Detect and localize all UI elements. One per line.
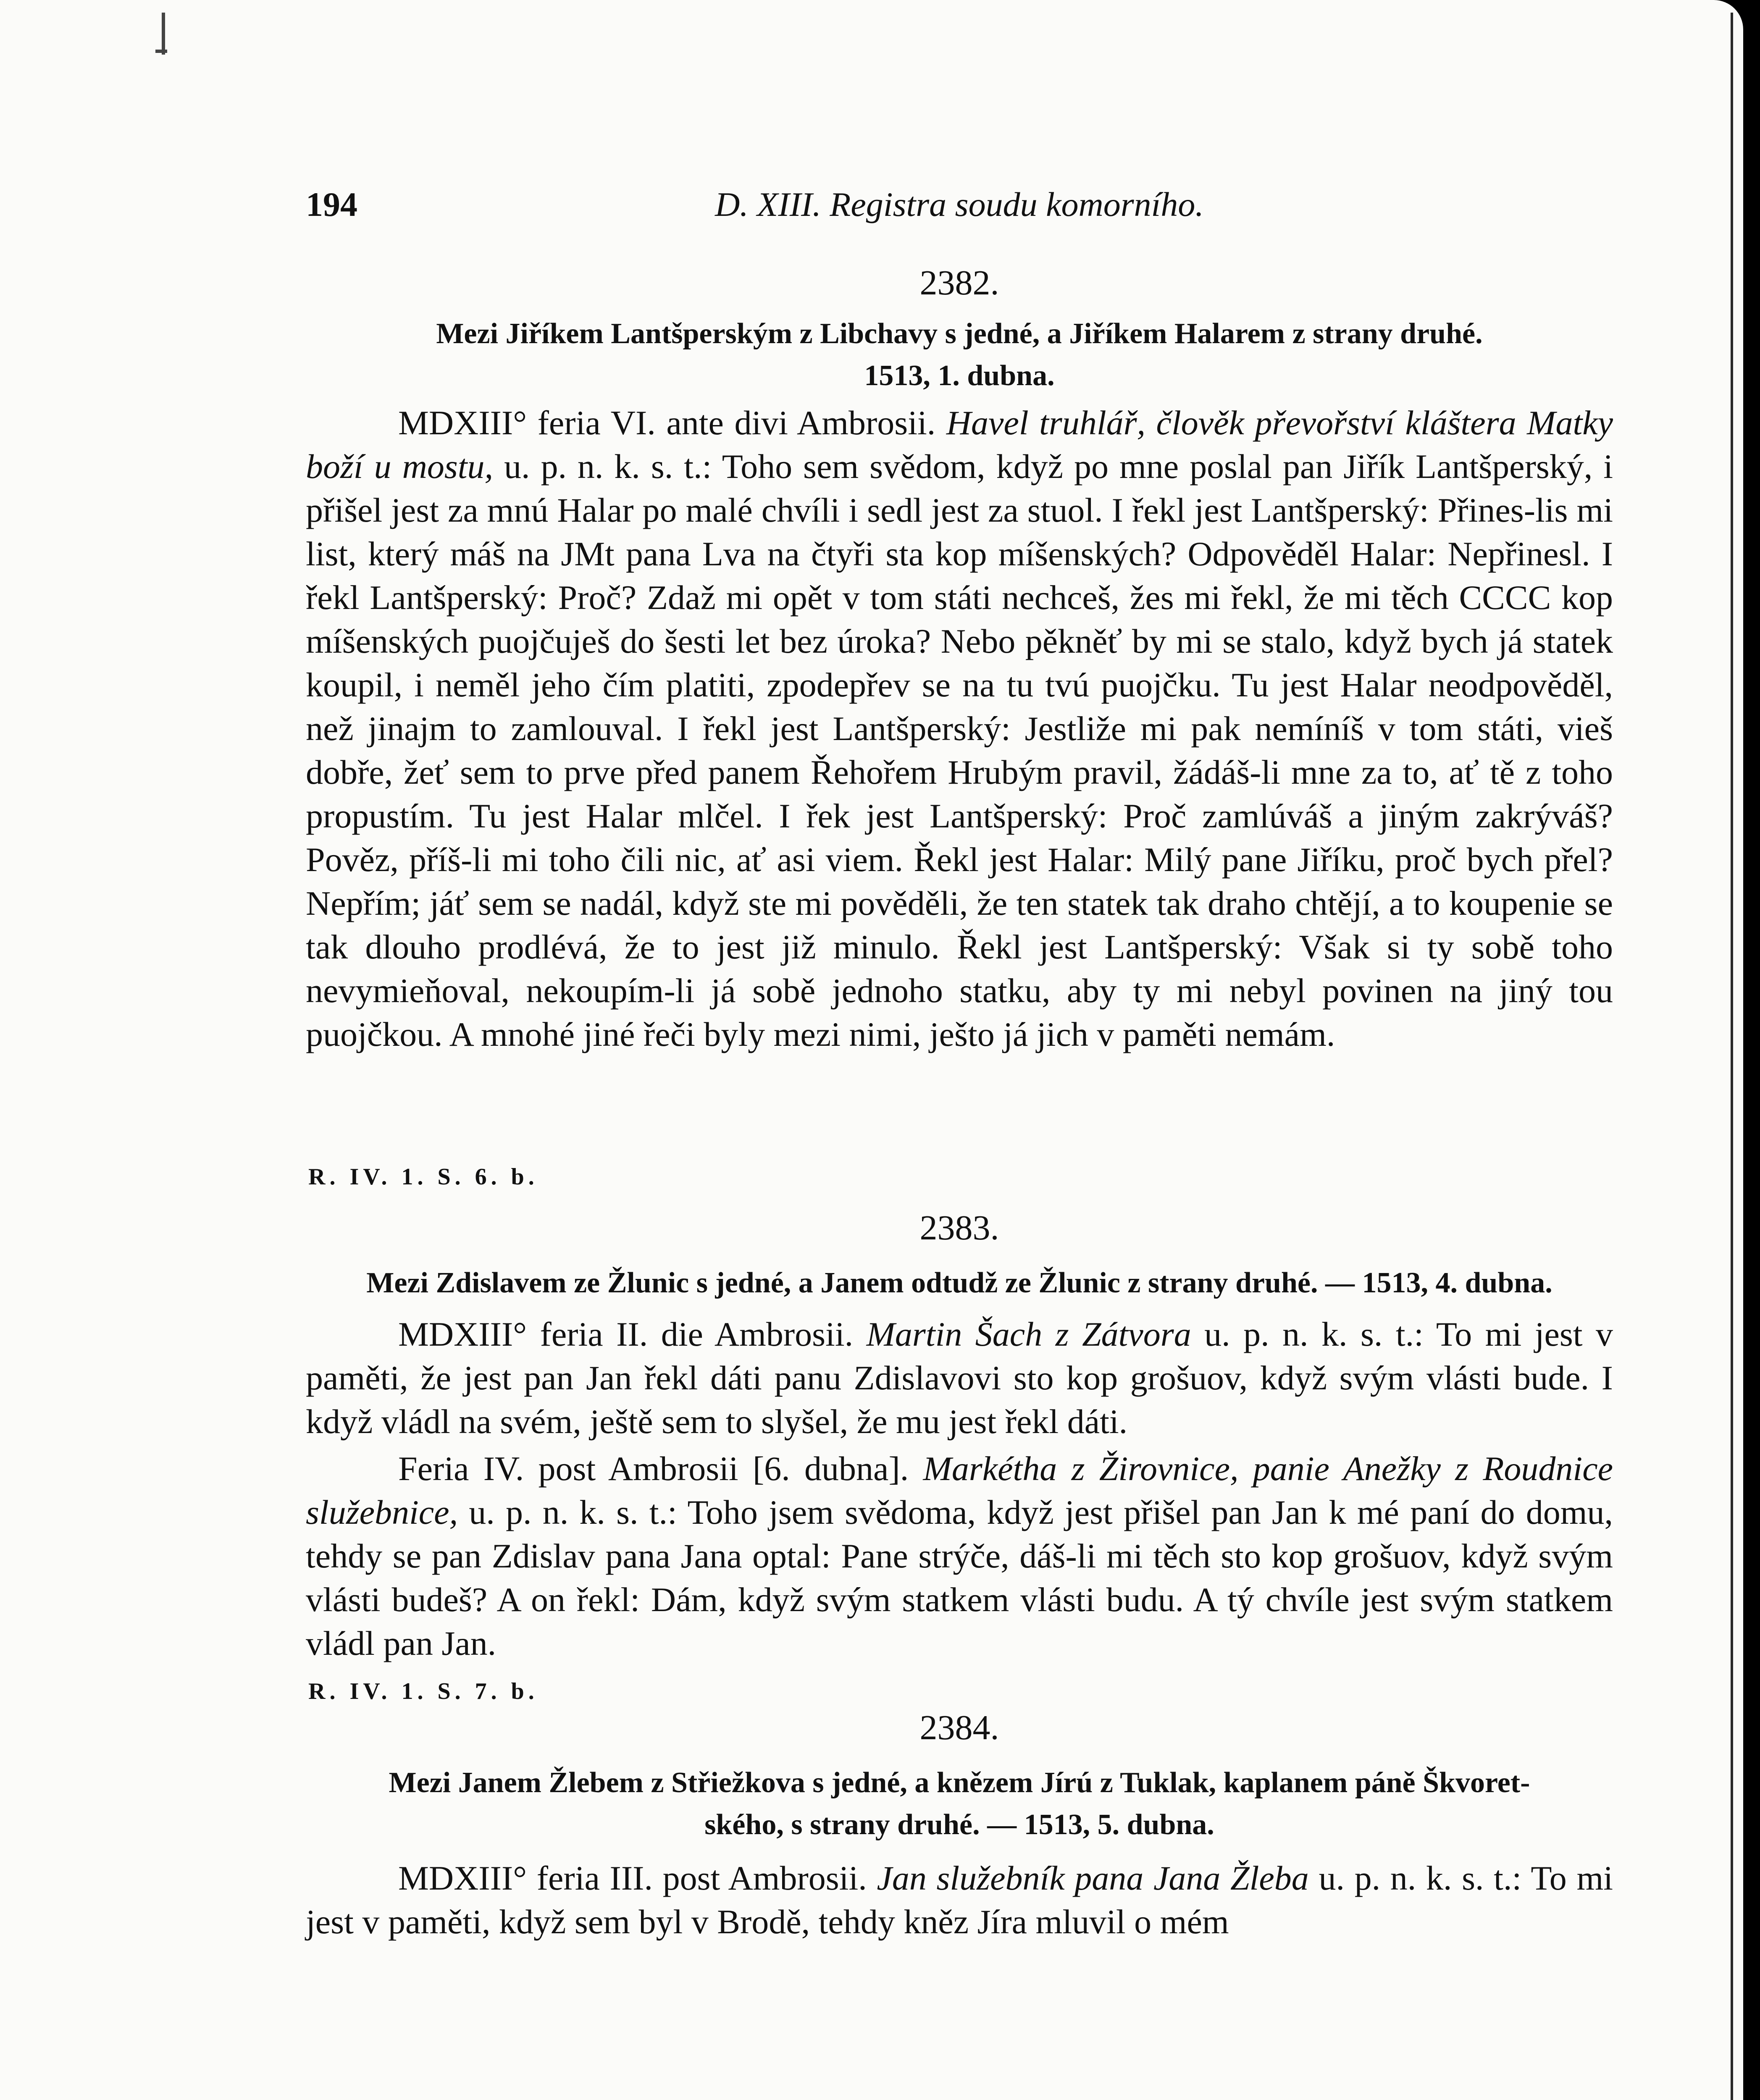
paragraph-body: u. p. n. k. s. t.: Toho sem svědom, když po mne poslal pan Jiřík Lantšperský, i přišel jest za mnú Halar po malé chvíli i sedl jest za stuol. I řekl jest Lantšperský: Přines-lis mi list, který máš na JMt pana Lva na čtyři sta kop míšenských? Odpověděl Halar: Nepřinesl. I řekl Lantšperský: Proč? Zdaž mi opět v tom státi nechceš, žes mi řekl, že mi těch CCCC kop míšenských puojčuješ do šesti let bez úroka? Nebo pěkněť by mi se stalo, když bych já statek koupil, i neměl jeho čím platiti, zpodepřev se na tu tvú puojčku. Tu jest Halar neodpověděl, než jinajm to zamlouval. I řekl jest Lantšperský: Jestliže mi pak nemíníš v tom státi, vieš dobře, žeť sem to prve před panem Řehořem Hrubým pravil, žádáš-li mne za to, ať tě z toho propustím. Tu jest Halar mlčel. I řek jest Lantšperský: Proč zamlúváš a jiným zakrýváš? Pověz, příš-li mi toho čili nic, ať asi viem. Řekl jest Halar: Milý pane Jiříku, proč bych přel? Nepřím; jáť sem se nadál, když ste mi pověděli, že ten statek tak draho chtějí, a to koupenie se tak dlouho prodlévá, že to jest již minulo. Řekl jest Lantšperský: Však si ty sobě toho nevymieňoval, nekoupím-li já sobě jednoho statku, aby ty mi nebyl povinen na jiný tou puojčkou. A mnohé jiné řeči byly mezi nimi, ješto já jich v paměti nemám. bbox=[306, 447, 1613, 1053]
summary-line: ského, s strany druhé. — 1513, 5. dubna. bbox=[704, 1809, 1214, 1841]
paragraph-body: u. p. n. k. s. t.: Toho jsem svědoma, když jest přišel pan Jan k mé paní do domu, tehdy se pan Zdislav pana Jana optal: Pane strýče, dáš-li mi těch sto kop grošuov, když svým vlásti budeš? A on řekl: Dám, když svým statkem vlásti budu. A tý chvíle jest svým statkem vládl pan Jan. bbox=[306, 1493, 1613, 1662]
paragraph-lead: MDXIII° feria III. post Ambrosii. bbox=[398, 1859, 867, 1897]
summary-date: 1513, 1. dubna. bbox=[864, 360, 1055, 392]
paragraph-lead: MDXIII° feria VI. ante divi Ambrosii. bbox=[398, 404, 936, 442]
entry-number: 2384. bbox=[919, 1708, 999, 1747]
paragraph-lead: Feria IV. post Ambrosii [6. dubna]. bbox=[398, 1449, 909, 1488]
page-edge-shadow bbox=[1731, 13, 1733, 2100]
scan-mark bbox=[155, 50, 167, 53]
source-reference: R. IV. 1. S. 7. b. bbox=[308, 1678, 539, 1704]
entry-paragraph bbox=[306, 1447, 1613, 1665]
scan-mark bbox=[162, 13, 165, 55]
witness-name: Havel truhlář, člověk převořství kláštera Matky boží u mostu, bbox=[306, 404, 1613, 486]
entry-paragraph bbox=[306, 1312, 1613, 1444]
entry-summary bbox=[306, 313, 1613, 397]
running-title: D. XIII. Registra soudu komorního. bbox=[715, 185, 1204, 223]
entry-summary bbox=[306, 1762, 1613, 1846]
witness-name: Martin Šach z Zátvora bbox=[866, 1315, 1191, 1353]
entry-summary bbox=[306, 1262, 1613, 1304]
paragraph-lead: MDXIII° feria II. die Ambrosii. bbox=[398, 1315, 854, 1353]
paragraph-body: u. p. n. k. s. t.: To mi jest v paměti, když sem byl v Brodě, tehdy kněz Jíra mluvil o mém bbox=[306, 1859, 1613, 1941]
source-reference: R. IV. 1. S. 6. b. bbox=[308, 1164, 539, 1190]
summary-line: Mezi Jiříkem Lantšperským z Libchavy s jedné, a Jiříkem Halarem z strany druhé. bbox=[436, 318, 1483, 350]
summary-line: Mezi Janem Žlebem z Střiežkova s jedné, a knězem Jírú z Tuklak, kaplanem páně Škvoret- bbox=[389, 1767, 1530, 1799]
paragraph-body: u. p. n. k. s. t.: To mi jest v paměti, že jest pan Jan řekl dáti panu Zdislavovi sto kop grošuov, když svým vlásti bude. I když vládl na svém, ještě sem to slyšel, že mu jest řekl dáti. bbox=[306, 1315, 1613, 1441]
entry-paragraph bbox=[306, 401, 1613, 1056]
running-head bbox=[306, 185, 1613, 227]
entry-number: 2383. bbox=[919, 1208, 999, 1247]
entry-number: 2382. bbox=[919, 263, 999, 302]
witness-name: Jan služebník pana Jana Žleba bbox=[877, 1859, 1309, 1897]
witness-name: Markétha z Žirovnice, panie Anežky z Roudnice služebnice, bbox=[306, 1449, 1613, 1531]
page-number: 194 bbox=[306, 185, 357, 223]
summary-line: Mezi Zdislavem ze Žlunic s jedné, a Janem odtudž ze Žlunic z strany druhé. — 1513, 4. dubna. bbox=[366, 1267, 1552, 1299]
entry-paragraph bbox=[306, 1856, 1613, 1944]
